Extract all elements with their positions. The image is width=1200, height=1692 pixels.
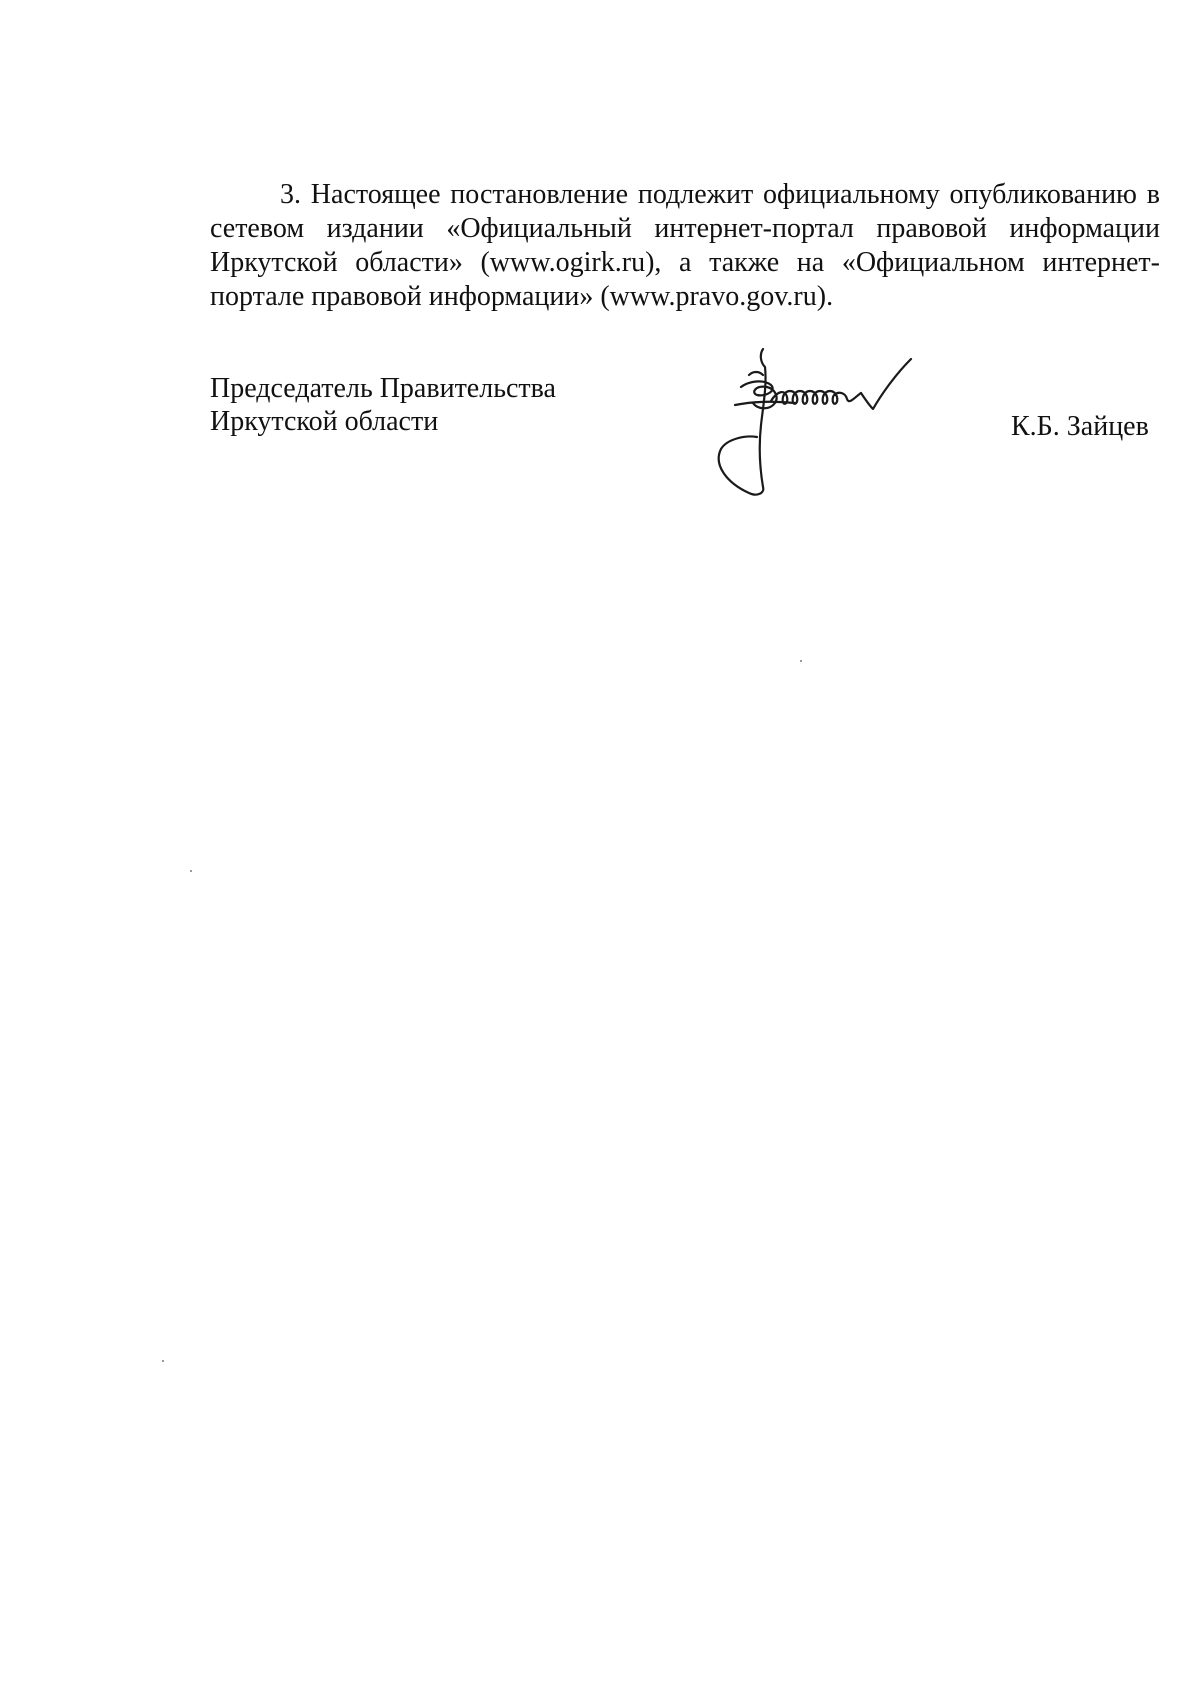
signatory-position [210, 372, 556, 438]
scan-speck [800, 660, 802, 662]
paragraph-publication-clause: 3. Настоящее постановление подлежит официальному опубликованию в сетевом издании «Официальный интернет-портал правовой информации Иркутской области» (www.ogirk.ru), а также на «Официальном интернет-портале правовой информации» (www.pravo.gov.ru). [210, 179, 1160, 312]
scan-speck [190, 870, 192, 872]
scan-speck [162, 1360, 164, 1362]
handwritten-signature [705, 345, 965, 500]
signatory-position-line-2: Иркутской области [210, 406, 439, 437]
signatory-position-line-1: Председатель Правительства [210, 373, 556, 404]
signatory-name: К.Б. Зайцев [1011, 411, 1149, 442]
